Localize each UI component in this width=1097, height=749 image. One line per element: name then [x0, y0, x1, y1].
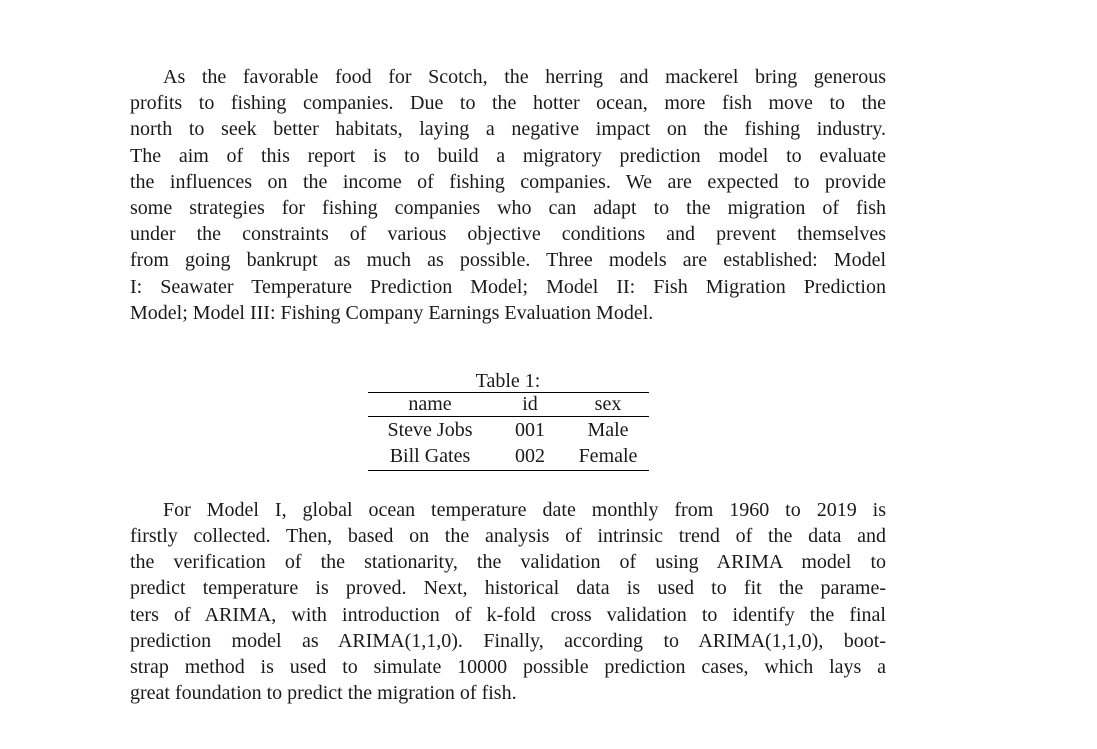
column-header: name — [408, 392, 452, 415]
table-cell: 002 — [515, 445, 545, 468]
table-cell: Male — [587, 418, 629, 441]
text-line: from going bankrupt as much as possible. Three models are established: Model — [130, 249, 886, 272]
text-line: I: Seawater Temperature Prediction Model; Model II: Fish Migration Prediction — [130, 275, 886, 298]
text-line: under the constraints of various objective conditions and prevent themselves — [130, 223, 886, 246]
text-line: the influences on the income of fishing companies. We are expected to provide — [130, 170, 886, 193]
paragraph-model-1 — [130, 497, 886, 707]
text-line: The aim of this report is to build a migratory prediction model to evaluate — [130, 144, 886, 167]
table-row — [368, 416, 649, 443]
text-line: As the favorable food for Scotch, the herring and mackerel bring generous — [163, 66, 886, 88]
text-line: some strategies for fishing companies who can adapt to the migration of fish — [130, 196, 886, 219]
text-line: prediction model as ARIMA(1,1,0). Finally, according to ARIMA(1,1,0), boot- — [130, 629, 886, 652]
table-cell: Female — [578, 445, 638, 468]
text-line: profits to fishing companies. Due to the hotter ocean, more fish move to the — [130, 92, 886, 115]
table-header-row — [368, 392, 649, 416]
text-line: predict temperature is proved. Next, historical data is used to fit the parame- — [130, 577, 886, 600]
table-1-block — [368, 370, 649, 471]
text-line: strap method is used to simulate 10000 possible prediction cases, which lays a — [130, 656, 886, 678]
page-content — [130, 64, 886, 706]
text-line: Model; Model III: Fishing Company Earnings Evaluation Model. — [130, 301, 654, 324]
paragraph-intro — [130, 64, 886, 326]
table-cell: 001 — [515, 418, 545, 441]
table-body — [368, 416, 649, 470]
text-line: great foundation to predict the migration of fish. — [130, 682, 517, 705]
table-row — [368, 443, 649, 470]
text-line: firstly collected. Then, based on the analysis of intrinsic trend of the data and — [130, 525, 886, 548]
column-header: sex — [594, 392, 622, 415]
text-line: ters of ARIMA, with introduction of k-fold cross validation to identify the final — [130, 603, 886, 626]
text-line: the verification of the stationarity, the validation of using ARIMA model to — [130, 551, 886, 574]
text-line: For Model I, global ocean temperature date monthly from 1960 to 2019 is — [163, 498, 886, 521]
column-header: id — [522, 392, 538, 415]
table-cell: Bill Gates — [389, 445, 471, 468]
table-cell: Steve Jobs — [387, 418, 473, 441]
data-table — [368, 392, 649, 471]
text-line: north to seek better habitats, laying a negative impact on the fishing industry. — [130, 118, 886, 141]
table-caption: Table 1: — [475, 369, 541, 392]
